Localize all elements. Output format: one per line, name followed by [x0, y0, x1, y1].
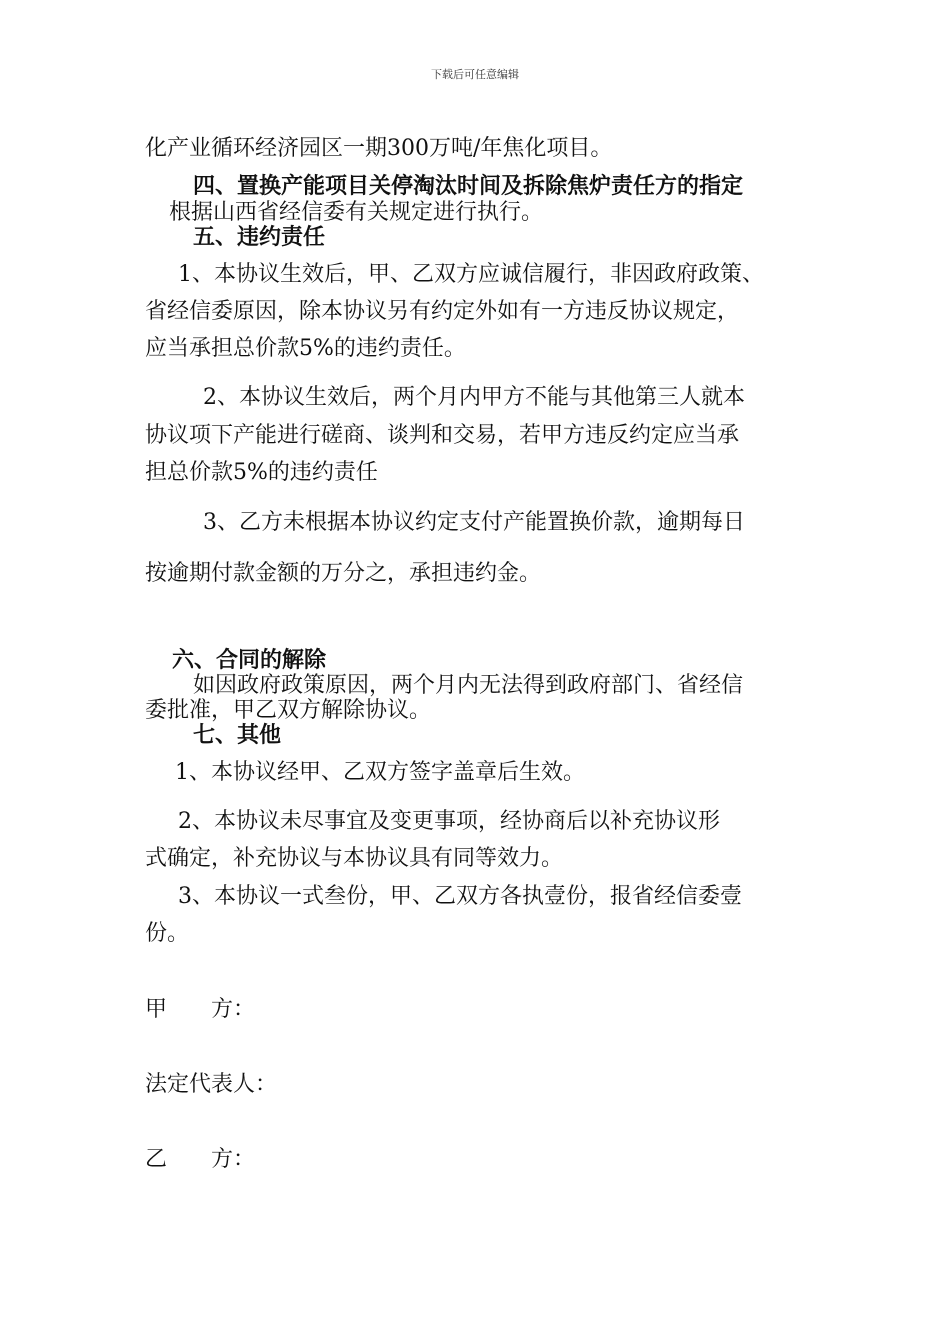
paragraph-section-6-line-1: 如因政府政策原因，两个月内无法得到政府部门、省经信 [193, 673, 744, 698]
clause-7-1: 1、本协议经甲、乙双方签字盖章后生效。 [175, 760, 585, 785]
clause-5-2-line-1: 2、本协议生效后，两个月内甲方不能与其他第三人就本 [203, 385, 745, 410]
legal-representative-label: 法定代表人： [145, 1072, 278, 1097]
heading-section-4: 四、置换产能项目关停淘汰时间及拆除焦炉责任方的指定 [193, 174, 744, 199]
paragraph-project: 化产业循环经济园区一期300万吨/年焦化项目。 [145, 136, 613, 161]
clause-5-1-line-3: 应当承担总价款5%的违约责任。 [145, 336, 466, 361]
heading-section-6: 六、合同的解除 [172, 648, 327, 673]
party-a-label: 甲 方： [145, 997, 256, 1022]
clause-5-1-line-1: 1、本协议生效后，甲、乙双方应诚信履行，非因政府政策、 [178, 262, 764, 287]
clause-5-2-line-3: 担总价款5%的违约责任 [145, 460, 378, 485]
clause-5-1-line-2: 省经信委原因，除本协议另有约定外如有一方违反协议规定， [145, 299, 740, 324]
paragraph-section-4: 根据山西省经信委有关规定进行执行。 [169, 200, 544, 225]
party-b-label: 乙 方： [145, 1147, 256, 1172]
clause-7-3-line-1: 3、本协议一式叁份，甲、乙双方各执壹份，报省经信委壹 [178, 884, 742, 909]
page-header: 下载后可任意编辑 [431, 68, 519, 81]
clause-5-2-line-2: 协议项下产能进行磋商、谈判和交易，若甲方违反约定应当承 [145, 423, 740, 448]
paragraph-section-6-line-2: 委批准，甲乙双方解除协议。 [145, 698, 432, 723]
clause-5-3-line-1: 3、乙方未根据本协议约定支付产能置换价款，逾期每日 [203, 510, 745, 535]
clause-7-2-line-2: 式确定，补充协议与本协议具有同等效力。 [145, 846, 564, 871]
heading-section-7: 七、其他 [193, 723, 282, 748]
clause-7-3-line-2: 份。 [145, 921, 190, 946]
clause-7-2-line-1: 2、本协议未尽事宜及变更事项，经协商后以补充协议形 [178, 809, 720, 834]
heading-section-5: 五、违约责任 [193, 225, 326, 250]
clause-5-3-line-2: 按逾期付款金额的万分之，承担违约金。 [145, 561, 542, 586]
